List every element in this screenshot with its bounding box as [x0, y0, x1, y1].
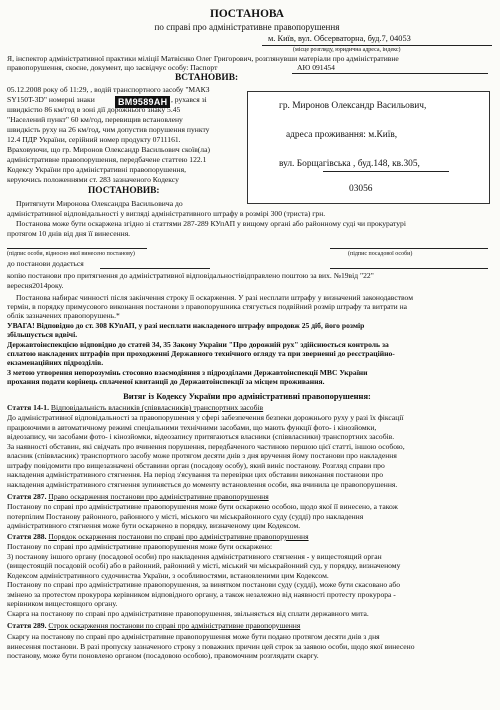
established-heading: ВСТАНОВИВ: — [175, 73, 239, 83]
addressee-address: адреса проживання: м.Київ, — [286, 130, 398, 140]
place-underline — [262, 45, 492, 46]
passport-underline — [292, 73, 488, 74]
offender-signature-note: (підпис особи, відносно якої винесено постанову) — [7, 251, 135, 257]
art287-name: Право оскарження постанови про адміністративне правопорушення — [48, 492, 269, 501]
resolved-line-4: протягом 10 днів від дня її винесення. — [7, 229, 131, 238]
established-line-5: швидкість руху на 26 км/год, чим допустив порушення пункту — [7, 125, 210, 134]
art14-name: Відповідальність власників (співвласників) транспортних засобів — [50, 403, 264, 412]
offender-signature-line — [7, 248, 147, 249]
document-subtitle: по справі про адміністративне правопорушення — [154, 22, 340, 32]
resolved-line-1: Притягнути Миронова Олександра Васильовича до — [16, 199, 183, 208]
validity-line3: облік зазначених правопорушень.* — [7, 311, 120, 320]
established-line-2: SY150T-3D" номерні знаки — [7, 95, 95, 104]
established-line-1: 05.12.2008 року об 11:29, , водій транспортного засобу "МАКЗ — [7, 85, 210, 94]
resolved-line-3: Постанова може бути оскаржена згідно зі статтями 287-289 КУпАП у вищому органі або районному суді чи прокуратурі — [16, 219, 406, 228]
art14-text: До адміністративної відповідальності за правопорушення у сфері забезпечення безпеки дорожнього руху у разі їх фіксації працюючими в автоматичному режимі спеціальними технічними засобами, що мають функції фото- і кінозйомки, відеозапису, чи засобами фото- і кінозйомки, відеозапису притягаються власники (співвласники) транспортних засобів. За наявності обставин, які свідчать про вчинення порушення, передбаченого частиною першою цієї статті, іншою особою, власник (співвласник) транспортного засобу може протягом десяти днів з дня вручення йому постанови про накладення штрафу повідомити про вищезазначені обставини орган (посадову особу), який виніс постанову. Розгляд справи про накладення адміністративного стягнення. На період з'ясування та перевірки цих обставин виконання постанови про накладення адміністративного стягнення зупиняється до моменту встановлення особи, яка вчинила це правопорушення. — [7, 413, 405, 489]
art288-text: Постанову по справі про адміністративне правопорушення може бути оскаржено: 3) постанову іншого органу (посадової особи) про накладення адміністративного стягнення - у вищестоящий орган (вищестоящій посадовій особі) або в районний, районний у місті, міський чи міськрайонний суд, у порядку, визначеному Кодексом адміністративного судочинства України, з особливостями, встановленими цим Кодексом. Постанову по справі про адміністративне правопорушення, за винятком постанови суду (судді), може бути скасовано або змінено за протестом прокурора керівником відповідного органу, а також незалежно від наявності протесту прокурора - керівником вищестоящого органу. Скарга на постанову по справі про адміністративне правопорушення, звільняється від сплати державного мита. — [7, 542, 401, 618]
established-line-7: Враховуючи, що гр. Миронов Олександр Васильович скоїв(ла) — [7, 145, 210, 154]
art14-title: Стаття 14-1. — [7, 403, 49, 412]
delivery-label: до постанови додається — [7, 259, 84, 268]
art287-title: Стаття 287. — [7, 492, 47, 501]
resolved-heading: ПОСТАНОВИВ: — [88, 186, 160, 196]
avoid-line1: З метою утворення непорозумінь стосовно взаємодіяння з підрозділами Державтоінспекції МВС України — [7, 368, 368, 377]
inspector-line2: правопорушення, скоєне, документ, що засвідчує особу: Паспорт — [7, 63, 218, 72]
art288-name: Порядок оскарження постанови по справі про адміністративне правопорушення — [48, 532, 309, 541]
copy-sent-line1: копію постанови про притягнення до адміністративної відповідальностівідправлено поштою за вих. №19від "22" — [7, 271, 374, 280]
resolved-line-2: адміністративної відповідальності у вигляді адміністративного штрафу в розмірі 300 (триста) грн. — [7, 209, 326, 218]
passport-number: АЮ 091454 — [297, 63, 335, 72]
established-line-8: адміністративне правопорушення, передбачене статтею 122.1 — [7, 155, 207, 164]
inspector-line1: Я, інспектор адміністративної практики міліції Матвієнко Олег Григорович, розглянувши матеріали про адміністративне — [7, 54, 399, 63]
established-line-10: керуючись положеннями ст. 283 зазначеного Кодексу — [7, 175, 179, 184]
copy-sent-line2: вересня2014року. — [7, 281, 64, 290]
dai-line2: сплатою накладених штрафів при проходженні Державного технічного огляду та при зверненні до реєстраційно- — [7, 349, 395, 358]
validity-line2: термін, в порядку примусового виконання постанови з правопорушника стягується подвійний розмір штрафу та витрати на — [7, 302, 408, 311]
addressee-name: гр. Миронов Олександр Васильович, — [279, 101, 427, 111]
art287-text: Постанову по справі про адміністративне правопорушення може бути оскаржено особою, щодо якої її винесено, а також потерпілим Постанову районного, районного у місті, міського чи міськрайонного суду (судді) про накладення адміністративного стягнення може бути оскаржено в порядку, визначеному цим Кодексом. — [7, 502, 398, 530]
officer-signature-note: (підпис посадової особи) — [348, 251, 413, 257]
plate-number: ВМ9589АН — [115, 93, 170, 109]
plate-suffix: , рухався зі — [171, 95, 207, 104]
place-of-review: м. Київ, вул. Обсерваторна, буд.7, 04053 — [268, 34, 411, 43]
art289-text: Скаргу на постанову по справі про адміністративне правопорушення може бути подано протягом десяти днів з дня винесення постанови. В разі пропуску зазначеного строку з поважних причин цей строк за заявою особи, щодо якої винесено постанову, може бути поновлено органом (посадовою особою), правомочним розглядати скаргу. — [7, 632, 415, 660]
established-line-6: 12.4 ПДР України, серійний номер продукту 0711161. — [7, 135, 181, 144]
officer-signature-line — [330, 248, 488, 249]
attention-line1: УВАГА! Відповідно до ст. 308 КУпАП, у разі несплати накладеного штрафу впродовж 25 діб, його розмір — [7, 321, 365, 330]
art288-title: Стаття 288. — [7, 532, 47, 541]
art289-title: Стаття 289. — [7, 621, 47, 630]
validity-line1: Постанова набирає чинності після закінчення строку її оскарження. У разі несплати штрафу у визначений законодавством — [16, 293, 414, 302]
address-box — [247, 91, 490, 204]
dai-line1: Державтоінспекцією відповідно до статей 34, 35 Закону України "Про дорожній рух" здійснюється контроль за — [7, 340, 389, 349]
street-underline — [323, 171, 449, 172]
established-line-4: "Населений пункт" 60 км/год, перевищив встановлену — [7, 115, 183, 124]
established-line-3: швидкістю 86 км/год в зоні дії дорожнього знаку 5.45 — [7, 105, 181, 114]
addressee-postcode: 03056 — [349, 184, 373, 194]
code-excerpt-heading: Витяг із Кодексу України про адміністративні правопорушення: — [123, 391, 371, 401]
delivery-line — [100, 268, 210, 269]
art289-name: Строк оскарження постанови по справі про адміністративне правопорушення — [48, 621, 301, 630]
avoid-line2: прохання подати корінець сплаченої квитанції до Державтоінспекції за місцем проживання. — [7, 377, 325, 386]
place-note: (місце розгляду, юридична адреса, індекс) — [293, 47, 401, 53]
addressee-street: вул. Борщагівська , буд.148, кв.305, — [279, 159, 420, 169]
dai-line3: екзаменаційних підрозділів. — [7, 358, 104, 367]
delivery-line-right — [330, 268, 488, 269]
attention-line2: збільшується вдвічі. — [7, 330, 78, 339]
established-line-9: Кодексу України про адміністративні правопорушення, — [7, 165, 186, 174]
document-title: ПОСТАНОВА — [209, 8, 284, 20]
